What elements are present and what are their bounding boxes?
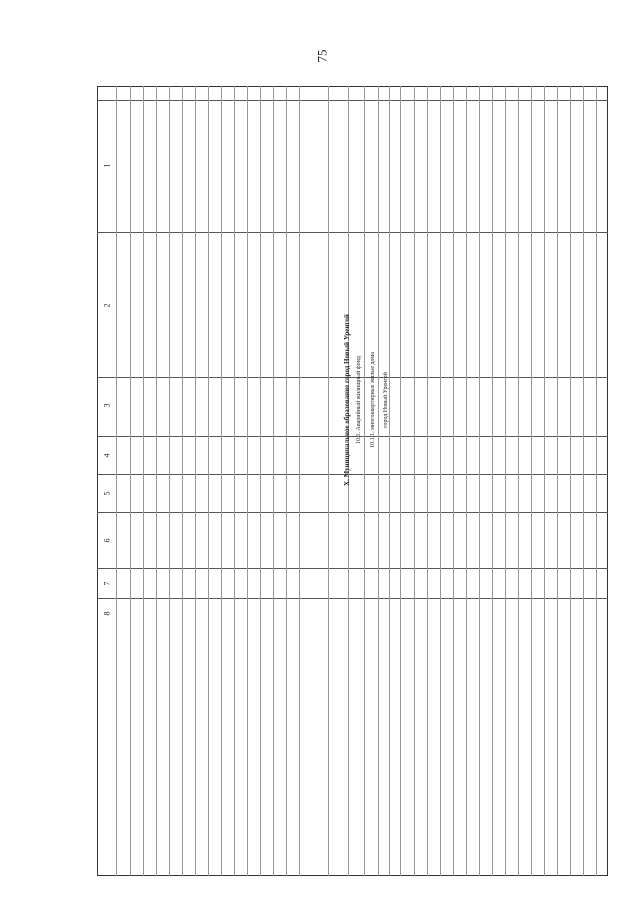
row-divider xyxy=(557,86,558,876)
subsection-heading: 10.1.1. многоквартирные жилые дома xyxy=(370,352,376,448)
row-divider xyxy=(544,86,545,876)
row-divider xyxy=(116,86,117,876)
row-divider xyxy=(531,86,532,876)
column-number: 4 xyxy=(102,453,112,457)
subsection-heading: 10.1. Аварийный жилищный фонд xyxy=(356,356,363,444)
row-divider xyxy=(234,86,235,876)
column-number: 1 xyxy=(102,163,112,167)
row-divider xyxy=(400,86,401,876)
column-number: 8 xyxy=(102,611,112,615)
row-divider xyxy=(505,86,506,876)
row-divider xyxy=(570,86,571,876)
row-divider xyxy=(182,86,183,876)
row-divider xyxy=(453,86,454,876)
row-divider xyxy=(414,86,415,876)
column-number: 3 xyxy=(102,403,112,407)
row-divider xyxy=(195,86,196,876)
row-divider xyxy=(328,86,329,876)
row-divider xyxy=(156,86,157,876)
column-number: 7 xyxy=(102,581,112,585)
section-heading: X. Муниципальное образование город Новый Уренгой xyxy=(343,314,351,486)
page-number: 75 xyxy=(314,49,329,63)
column-number: 6 xyxy=(102,538,112,542)
row-divider xyxy=(427,86,428,876)
row-divider xyxy=(273,86,274,876)
row-divider xyxy=(286,86,287,876)
row-divider xyxy=(130,86,131,876)
row-divider xyxy=(518,86,519,876)
row-divider xyxy=(492,86,493,876)
row-divider xyxy=(596,86,597,876)
column-number: 5 xyxy=(102,491,112,495)
row-divider xyxy=(260,86,261,876)
row-divider xyxy=(247,86,248,876)
row-divider xyxy=(440,86,441,876)
row-divider xyxy=(143,86,144,876)
row-divider xyxy=(221,86,222,876)
subsection-heading: город Новый Уренгой xyxy=(383,372,389,428)
row-divider xyxy=(583,86,584,876)
row-divider xyxy=(208,86,209,876)
row-divider xyxy=(299,86,300,876)
row-divider xyxy=(466,86,467,876)
row-divider xyxy=(479,86,480,876)
row-divider xyxy=(169,86,170,876)
column-number: 2 xyxy=(102,303,112,307)
